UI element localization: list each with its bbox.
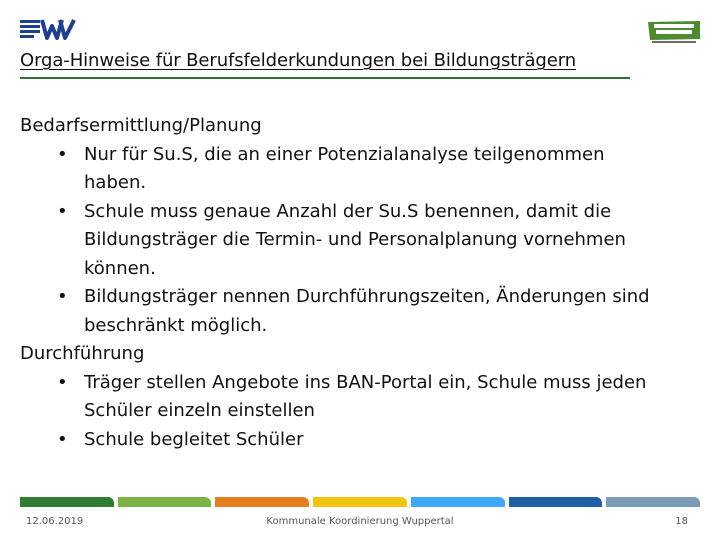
wuppertal-logo-icon xyxy=(20,18,76,40)
list-item xyxy=(20,369,700,426)
list-item xyxy=(20,426,700,455)
bullet-icon: • xyxy=(57,428,68,450)
list-item xyxy=(20,141,700,198)
main-content xyxy=(20,112,700,454)
page-number: 18 xyxy=(675,516,688,527)
list-item-line: Schüler einzeln einstellen xyxy=(84,400,315,421)
footer-bar-segment xyxy=(509,497,603,507)
bullet-list xyxy=(20,141,700,341)
list-item-line: haben. xyxy=(84,172,147,193)
kein-abschluss-ohne-anschluss-logo-icon xyxy=(646,19,702,45)
page-title: Orga-Hinweise für Berufsfelderkundungen bei Bildungsträgern xyxy=(20,50,577,71)
list-item xyxy=(20,198,700,284)
section-heading: Durchführung xyxy=(20,343,145,364)
list-item-line: Bildungsträger die Termin- und Personalplanung vornehmen xyxy=(84,229,626,250)
footer-bar-segment xyxy=(411,497,505,507)
list-item-line: Träger stellen Angebote ins BAN-Portal ein, Schule muss jeden xyxy=(84,371,647,393)
footer-bar-segment xyxy=(118,497,212,507)
footer-bar-segment xyxy=(20,497,114,507)
bullet-icon: • xyxy=(57,371,68,393)
footer-bar-segment xyxy=(215,497,309,507)
footer-date: 12.06.2019 xyxy=(26,516,84,527)
bullet-icon: • xyxy=(57,200,68,222)
section-execution xyxy=(20,340,700,454)
footer-bar-segment xyxy=(606,497,700,507)
list-item-line: Schule muss genaue Anzahl der Su.S benennen, damit die xyxy=(84,200,612,222)
section-planning xyxy=(20,112,700,340)
bullet-icon: • xyxy=(57,143,68,165)
section-heading: Bedarfsermittlung/Planung xyxy=(20,115,262,136)
title-rule xyxy=(20,77,630,79)
footer-organization: Kommunale Koordinierung Wuppertal xyxy=(266,516,454,527)
footer-bar-segment xyxy=(313,497,407,507)
footer-color-bar xyxy=(20,497,700,507)
list-item-line: beschränkt möglich. xyxy=(84,314,268,336)
list-item-line: Bildungsträger nennen Durchführungszeiten, Änderungen sind xyxy=(84,286,650,307)
bullet-list xyxy=(20,369,700,455)
list-item-line: Schule begleitet Schüler xyxy=(84,428,304,450)
list-item-line: Nur für Su.S, die an einer Potenzialanalyse teilgenommen xyxy=(84,143,605,165)
list-item-line: können. xyxy=(84,257,156,279)
list-item xyxy=(20,283,700,340)
bullet-icon: • xyxy=(57,286,68,307)
